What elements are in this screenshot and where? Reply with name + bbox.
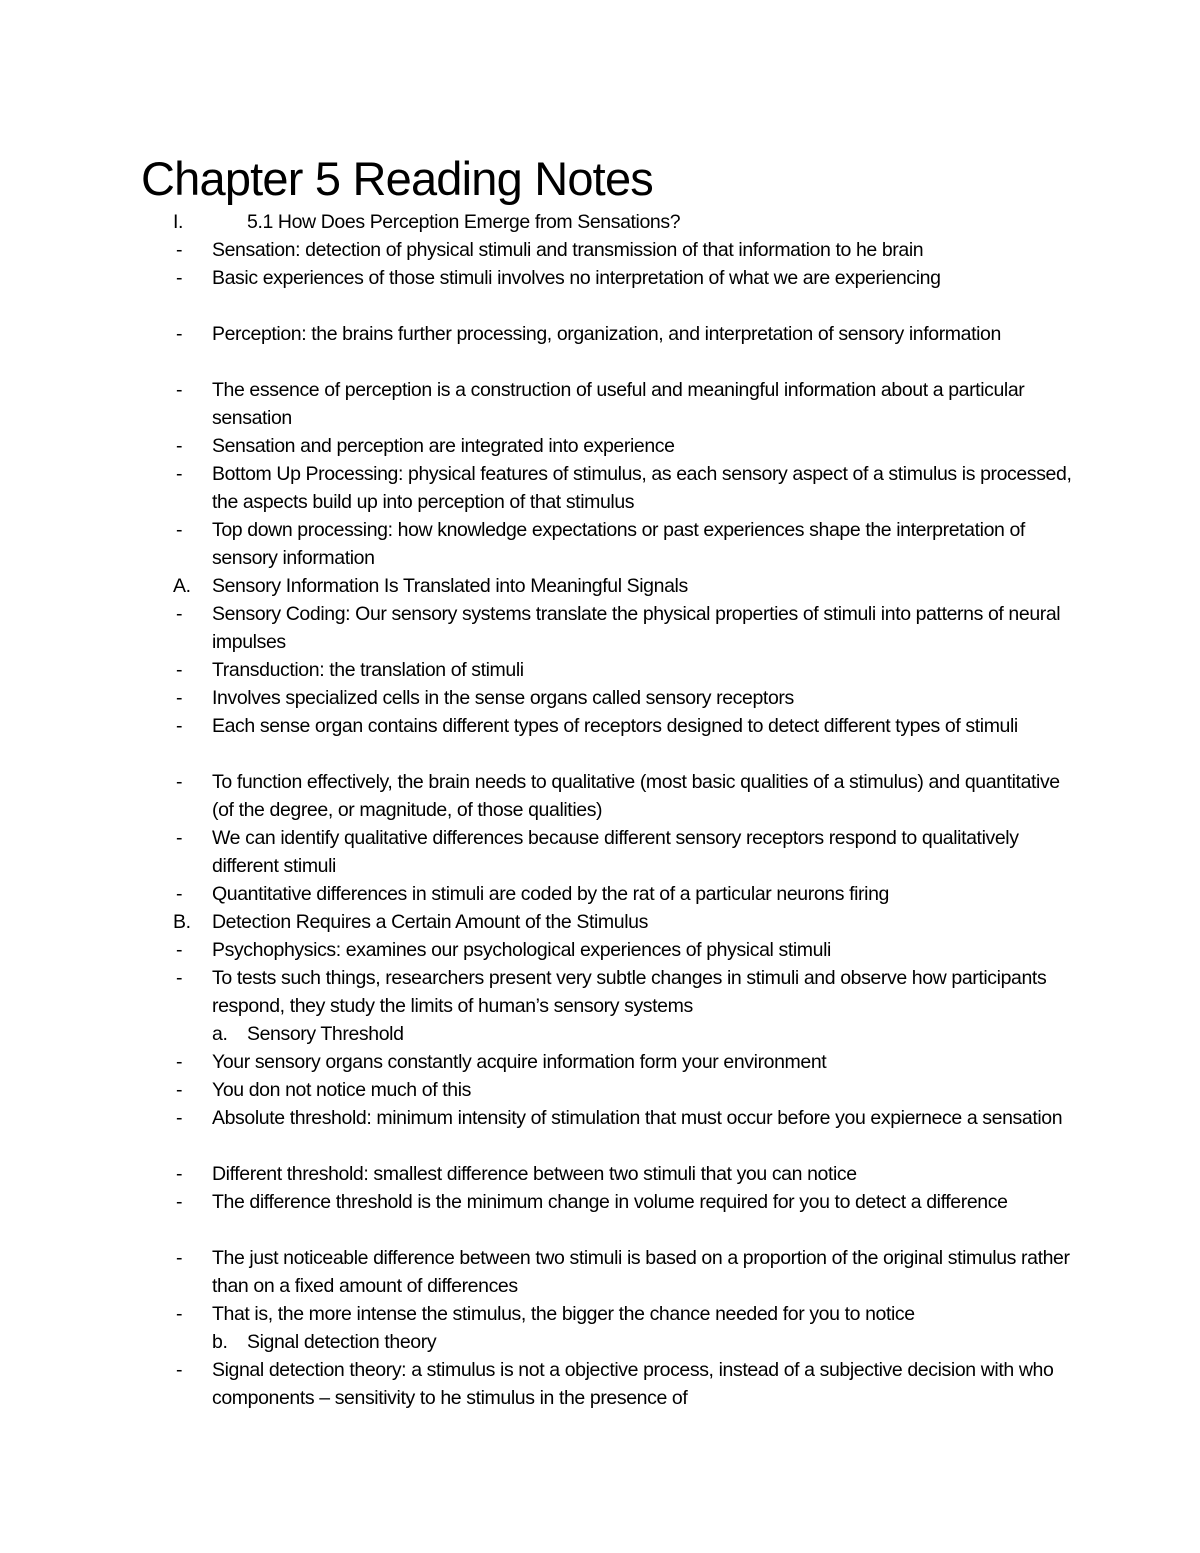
list-item-text: Signal detection theory: a stimulus is not a objective process, instead of a subjective decision with who components – sensitivity to he stimulus in the presence of	[212, 1359, 1054, 1409]
list-item	[0, 964, 1200, 1020]
list-item	[0, 1076, 1200, 1104]
list-item	[0, 1300, 1200, 1328]
list-marker: -	[176, 463, 183, 485]
list-item-text: We can identify qualitative differences because different sensory receptors respond to qualitatively different stimuli	[212, 827, 1019, 877]
list-item	[0, 1160, 1200, 1188]
list-item	[0, 264, 1200, 320]
list-item-text: To function effectively, the brain needs to qualitative (most basic qualities of a stimulus) and quantitative (of the degree, or magnitude, of those qualities)	[212, 771, 1060, 821]
list-item	[0, 1104, 1200, 1160]
list-marker: -	[176, 1191, 183, 1213]
list-item-text: Top down processing: how knowledge expectations or past experiences shape the interpretation of sensory information	[212, 519, 1025, 569]
list-item-text: Sensation and perception are integrated into experience	[212, 435, 675, 457]
list-marker: -	[176, 435, 183, 457]
list-item-text: To tests such things, researchers present very subtle changes in stimuli and observe how participants respond, they study the limits of human’s sensory systems	[212, 967, 1047, 1017]
list-item-text: 5.1 How Does Perception Emerge from Sensations?	[247, 211, 681, 233]
list-item	[0, 376, 1200, 432]
list-item-text: Absolute threshold: minimum intensity of stimulation that must occur before you expiernece a sensation	[212, 1107, 1063, 1129]
list-item-text: Different threshold: smallest difference between two stimuli that you can notice	[212, 1163, 857, 1185]
list-item	[0, 880, 1200, 908]
list-item	[0, 320, 1200, 376]
list-item	[0, 1328, 1200, 1356]
list-item-text: Transduction: the translation of stimuli	[212, 659, 524, 681]
list-item-text: Basic experiences of those stimuli involves no interpretation of what we are experiencing	[212, 267, 941, 289]
list-item	[0, 208, 1200, 236]
list-item-text: Quantitative differences in stimuli are coded by the rat of a particular neurons firing	[212, 883, 889, 905]
list-marker: -	[176, 715, 183, 737]
list-marker: -	[176, 827, 183, 849]
list-item-text: That is, the more intense the stimulus, the bigger the chance needed for you to notice	[212, 1303, 915, 1325]
list-marker: -	[176, 239, 183, 261]
list-item	[0, 236, 1200, 264]
list-item-text: Sensory Threshold	[247, 1023, 404, 1045]
list-marker: a.	[212, 1023, 228, 1045]
list-item	[0, 1020, 1200, 1048]
list-marker: -	[176, 687, 183, 709]
list-item-text: Sensory Coding: Our sensory systems translate the physical properties of stimuli into patterns of neural impulses	[212, 603, 1061, 653]
list-marker: -	[176, 267, 183, 289]
list-marker: -	[176, 967, 183, 989]
list-marker: b.	[212, 1331, 228, 1353]
list-marker: A.	[173, 575, 191, 597]
list-item-text: Psychophysics: examines our psychological experiences of physical stimuli	[212, 939, 831, 961]
list-item-text: You don not notice much of this	[212, 1079, 471, 1101]
list-marker: -	[176, 939, 183, 961]
list-item-text: Sensory Information Is Translated into Meaningful Signals	[212, 575, 688, 597]
list-item	[0, 1188, 1200, 1244]
list-item	[0, 712, 1200, 768]
list-item	[0, 516, 1200, 572]
list-marker: -	[176, 1247, 183, 1269]
list-marker: -	[176, 1079, 183, 1101]
list-item-text: Bottom Up Processing: physical features of stimulus, as each sensory aspect of a stimulus is processed, the aspects build up into perception of that stimulus	[212, 463, 1072, 513]
list-item	[0, 768, 1200, 824]
list-item	[0, 656, 1200, 684]
page-title: Chapter 5 Reading Notes	[141, 152, 653, 205]
list-marker: -	[176, 379, 183, 401]
list-item	[0, 572, 1200, 600]
notes-list	[0, 208, 1200, 1412]
list-item	[0, 1244, 1200, 1300]
list-marker: -	[176, 659, 183, 681]
list-marker: B.	[173, 911, 191, 933]
list-item	[0, 1048, 1200, 1076]
list-marker: -	[176, 771, 183, 793]
list-item	[0, 908, 1200, 936]
list-marker: -	[176, 1107, 183, 1129]
list-marker: -	[176, 1359, 183, 1381]
list-marker: -	[176, 1303, 183, 1325]
list-item	[0, 684, 1200, 712]
list-item-text: Each sense organ contains different types of receptors designed to detect different types of stimuli	[212, 715, 1018, 737]
list-item	[0, 1356, 1200, 1412]
list-marker: I.	[173, 211, 184, 233]
list-item-text: The just noticeable difference between two stimuli is based on a proportion of the original stimulus rather than on a fixed amount of differences	[212, 1247, 1070, 1297]
list-item-text: Detection Requires a Certain Amount of the Stimulus	[212, 911, 648, 933]
list-marker: -	[176, 1051, 183, 1073]
list-item-text: The difference threshold is the minimum change in volume required for you to detect a difference	[212, 1191, 1008, 1213]
list-item	[0, 460, 1200, 516]
list-marker: -	[176, 883, 183, 905]
list-item-text: Sensation: detection of physical stimuli and transmission of that information to he brain	[212, 239, 924, 261]
list-item-text: Perception: the brains further processing, organization, and interpretation of sensory information	[212, 323, 1001, 345]
list-item-text: The essence of perception is a construction of useful and meaningful information about a particular sensation	[212, 379, 1025, 429]
list-item-text: Involves specialized cells in the sense organs called sensory receptors	[212, 687, 794, 709]
list-marker: -	[176, 519, 183, 541]
list-item	[0, 432, 1200, 460]
list-item	[0, 936, 1200, 964]
list-marker: -	[176, 323, 183, 345]
list-item-text: Signal detection theory	[247, 1331, 437, 1353]
list-item	[0, 600, 1200, 656]
list-item	[0, 824, 1200, 880]
list-item-text: Your sensory organs constantly acquire information form your environment	[212, 1051, 827, 1073]
list-marker: -	[176, 603, 183, 625]
list-marker: -	[176, 1163, 183, 1185]
